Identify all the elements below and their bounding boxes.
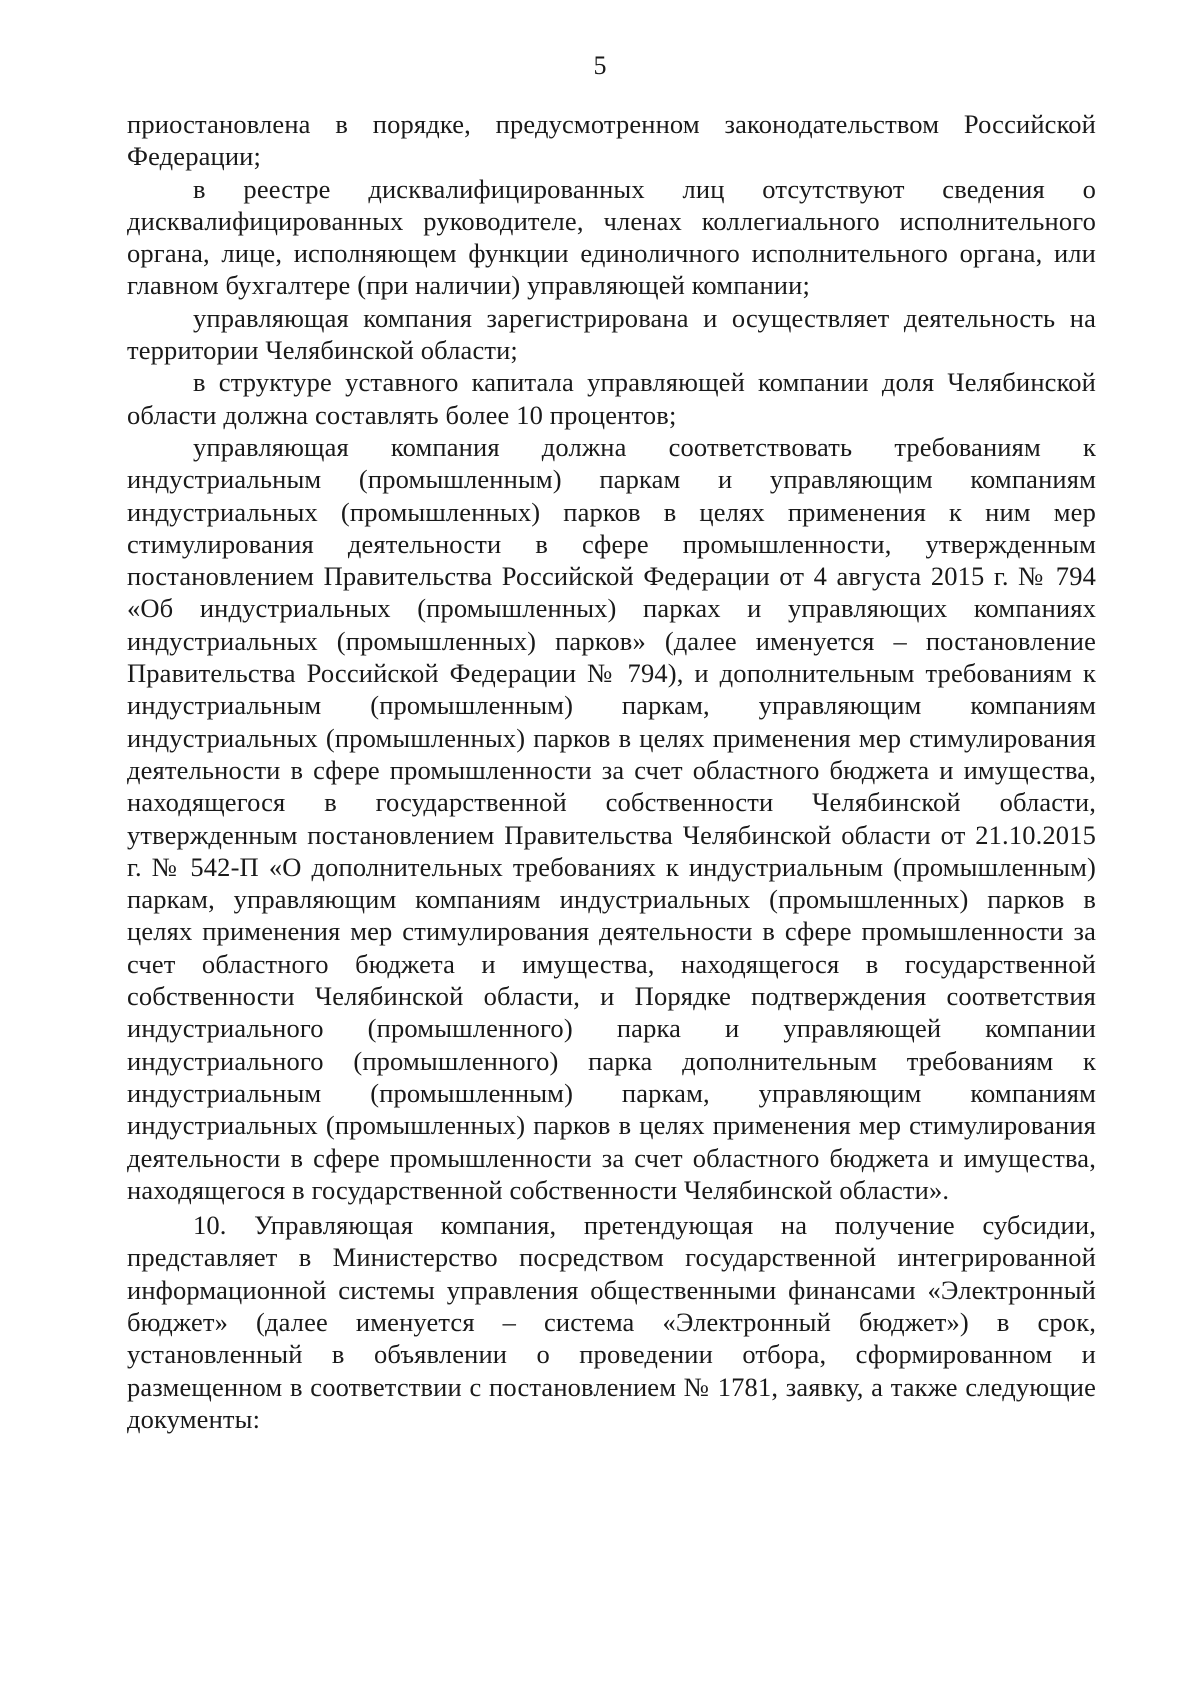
paragraph-registration: управляющая компания зарегистрирована и осуществляет деятельность на территории Челябинской области; xyxy=(127,302,1096,366)
paragraph-capital-share: в структуре уставного капитала управляющей компании доля Челябинской области должна составлять более 10 процентов; xyxy=(127,367,1096,430)
page-number: 5 xyxy=(593,51,607,80)
document-body xyxy=(127,108,1096,1435)
paragraph-10-application: 10. Управляющая компания, претендующая на получение субсидии, представляет в Министерство посредством государственной интегрированной информационной системы управления общественными финансами «Электронный бюджет» (далее именуется – система «Электронный бюджет») в срок, установленный в объявлении о проведении отбора, сформированном и размещенном в соответствии с постановлением № 1781, заявку, а также следующие документы: xyxy=(127,1210,1096,1434)
paragraph-disqualified-registry: в реестре дисквалифицированных лиц отсутствуют сведения о дисквалифицированных руководителе, членах коллегиального исполнительного органа, лице, исполняющем функции единоличного исполнительного органа, или главном бухгалтере (при наличии) управляющей компании; xyxy=(127,173,1096,301)
paragraph-continuation: приостановлена в порядке, предусмотренном законодательством Российской Федерации; xyxy=(127,109,1096,172)
paragraph-requirements: управляющая компания должна соответствовать требованиям к индустриальным (промышленным) паркам и управляющим компаниям индустриальных (промышленных) парков в целях применения к ним мер стимулирования деятельности в сфере промышленности, утвержденным постановлением Правительства Российской Федерации от 4 августа 2015 г. № 794 «Об индустриальных (промышленных) парках и управляющих компаниях индустриальных (промышленных) парков» (далее именуется – постановление Правительства Российской Федерации № 794), и дополнительным требованиям к индустриальным (промышленным) паркам, управляющим компаниям индустриальных (промышленных) парков в целях применения мер стимулирования деятельности в сфере промышленности за счет областного бюджета и имущества, находящегося в государственной собственности Челябинской области, утвержденным постановлением Правительства Челябинской области от 21.10.2015 г. № 542-П «О дополнительных требованиях к индустриальным (промышленным) паркам, управляющим компаниям индустриальных (промышленных) парков в целях применения мер стимулирования деятельности в сфере промышленности за счет областного бюджета и имущества, находящегося в государственной собственности Челябинской области, и Порядке подтверждения соответствия индустриального (промышленного) парка и управляющей компании индустриального (промышленного) парка дополнительным требованиям к индустриальным (промышленным) паркам, управляющим компаниям индустриальных (промышленных) парков в целях применения мер стимулирования деятельности в сфере промышленности за счет областного бюджета и имущества, находящегося в государственной собственности Челябинской области». xyxy=(127,431,1096,1205)
